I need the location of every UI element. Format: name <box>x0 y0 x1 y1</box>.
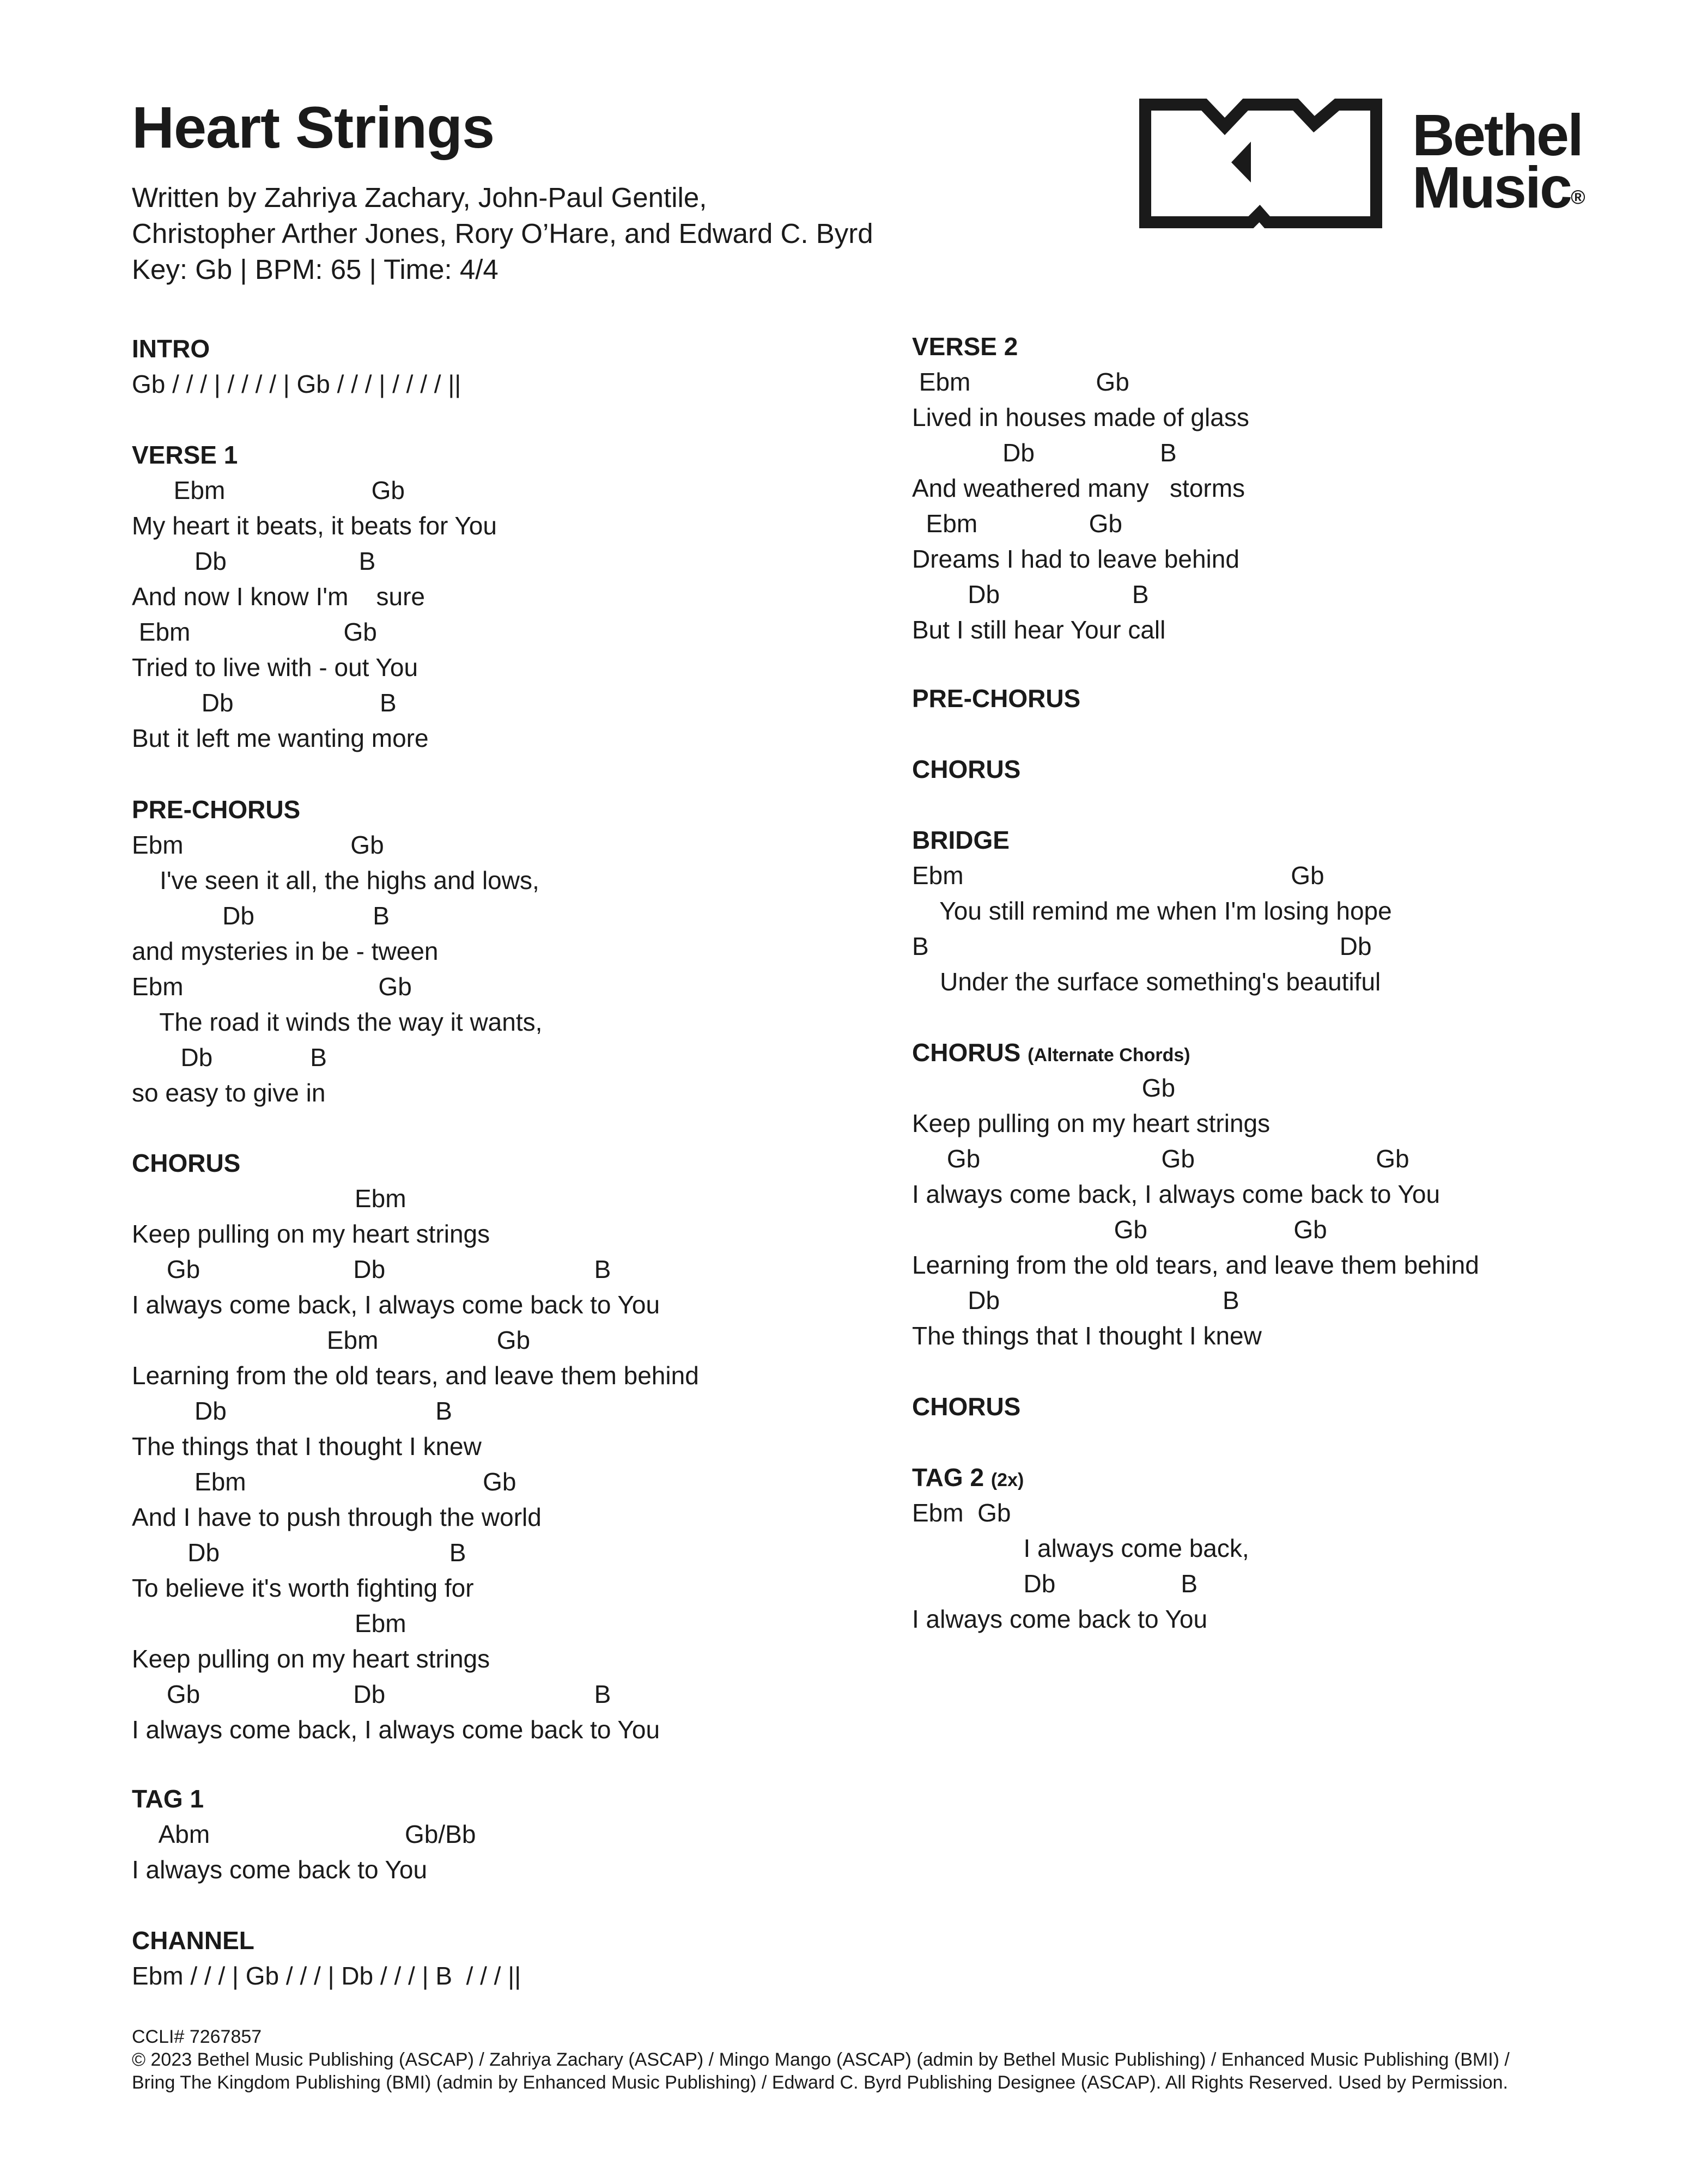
section-title: TAG 2 (2x) <box>912 1463 1024 1492</box>
chord-line: Db B <box>132 1397 452 1425</box>
section-pre-chorus-repeat <box>912 681 1080 716</box>
chord-line: Ebm Gb <box>132 476 405 504</box>
lyric-line: I always come back, <box>912 1534 1249 1562</box>
chord-line: Db B <box>912 1286 1239 1314</box>
section-title: INTRO <box>132 334 210 363</box>
lyric-line: Lived in houses made of glass <box>912 403 1249 431</box>
section-tag-2 <box>912 1460 1249 1637</box>
chord-line: Ebm Gb <box>912 509 1122 538</box>
lyric-line: My heart it beats, it beats for You <box>132 512 497 540</box>
bethel-music-logo-icon <box>1139 98 1389 232</box>
section-title: PRE-CHORUS <box>132 795 301 824</box>
ccli-number: CCLI# 7267857 <box>132 2026 262 2047</box>
chord-line: Ebm / / / | Gb / / / | Db / / / | B / / / || <box>132 1962 521 1990</box>
section-chorus-alternate <box>912 1035 1479 1354</box>
section-title: TAG 1 <box>132 1785 204 1813</box>
section-channel <box>132 1923 521 1994</box>
lyric-line: I always come back to You <box>132 1855 428 1884</box>
lyric-line: Keep pulling on my heart strings <box>132 1645 490 1673</box>
lyric-line: Keep pulling on my heart strings <box>912 1109 1271 1137</box>
lyric-line: Dreams I had to leave behind <box>912 545 1239 573</box>
lyric-line: Under the surface something's beautiful <box>912 967 1381 996</box>
chord-line: Gb Gb Gb <box>912 1145 1409 1173</box>
lyric-line: Tried to live with - out You <box>132 653 418 681</box>
section-title: CHORUS (Alternate Chords) <box>912 1038 1190 1067</box>
section-title: CHANNEL <box>132 1926 254 1955</box>
chord-line: Ebm <box>132 1609 406 1638</box>
chord-line: Ebm Gb <box>912 368 1129 396</box>
lyric-line: But I still hear Your call <box>912 616 1166 644</box>
chord-line: Gb / / / | / / / / | Gb / / / | / / / / || <box>132 370 461 398</box>
section-verse-2 <box>912 329 1249 648</box>
chord-line: Abm Gb/Bb <box>132 1820 476 1848</box>
section-verse-1 <box>132 437 497 756</box>
lyric-line: Keep pulling on my heart strings <box>132 1220 490 1248</box>
section-title: PRE-CHORUS <box>912 684 1081 713</box>
section-bridge <box>912 823 1392 1000</box>
chord-line: Ebm Gb <box>132 972 412 1001</box>
song-meta <box>132 180 873 288</box>
chord-line: Db B <box>132 547 376 575</box>
section-intro <box>132 331 461 402</box>
chord-line: B Db <box>912 932 1372 960</box>
registered-mark: ® <box>1571 186 1585 208</box>
section-title: BRIDGE <box>912 826 1010 854</box>
copyright-footer <box>132 2025 1510 2094</box>
section-title: VERSE 1 <box>132 441 238 469</box>
chord-line: Gb <box>912 1074 1176 1102</box>
lyric-line: The things that I thought I knew <box>912 1322 1262 1350</box>
lyric-line: so easy to give in <box>132 1079 326 1107</box>
chord-line: Db B <box>912 1569 1198 1598</box>
lyric-line: Learning from the old tears, and leave them behind <box>912 1251 1479 1279</box>
lyric-line: I've seen it all, the highs and lows, <box>132 866 539 894</box>
chord-line: Gb Db B <box>132 1680 611 1708</box>
chord-line: Ebm <box>132 1184 406 1213</box>
section-chorus-final <box>912 1389 1020 1425</box>
section-chorus-repeat <box>912 752 1020 787</box>
lyric-line: To believe it's worth fighting for <box>132 1574 474 1602</box>
lyric-line: and mysteries in be - tween <box>132 937 439 965</box>
chord-line: Ebm Gb <box>912 1499 1011 1527</box>
chord-line: Db B <box>132 902 390 930</box>
section-note: (2x) <box>990 1470 1024 1490</box>
chord-line: Ebm Gb <box>132 618 377 646</box>
chord-line: Db B <box>132 689 397 717</box>
chord-line: Db B <box>912 580 1149 608</box>
lyric-line: I always come back, I always come back to You <box>132 1715 660 1744</box>
chord-line: Db B <box>132 1538 466 1567</box>
lyric-line: The road it winds the way it wants, <box>132 1008 543 1036</box>
lyric-line: Learning from the old tears, and leave them behind <box>132 1361 699 1390</box>
song-title: Heart Strings <box>132 94 495 160</box>
section-title: CHORUS <box>912 755 1021 783</box>
key-bpm-time: Key: Gb | BPM: 65 | Time: 4/4 <box>132 254 499 285</box>
bethel-music-logo <box>1412 102 1585 220</box>
chord-line: Ebm Gb <box>132 1468 516 1496</box>
logo-text-line-2: Music® <box>1412 154 1585 220</box>
lyric-line: You still remind me when I'm losing hope <box>912 897 1392 925</box>
lyric-line: And I have to push through the world <box>132 1503 542 1531</box>
writers-line-1: Written by Zahriya Zachary, John-Paul Gentile, <box>132 182 707 213</box>
chord-line: Gb Gb <box>912 1215 1327 1244</box>
copyright-line-2: Bring The Kingdom Publishing (BMI) (admin by Enhanced Music Publishing) / Edward C. Byrd Publishing Designee (ASCAP). All Rights Reserved. Used by Permission. <box>132 2072 1508 2093</box>
section-title: CHORUS <box>132 1149 241 1177</box>
lyric-line: I always come back to You <box>912 1605 1208 1633</box>
chord-line: Db B <box>912 439 1177 467</box>
chord-line: Gb Db B <box>132 1255 611 1283</box>
section-title: VERSE 2 <box>912 332 1018 361</box>
chord-line: Ebm Gb <box>912 861 1324 890</box>
section-chorus <box>132 1146 699 1748</box>
lyric-line: I always come back, I always come back to You <box>912 1180 1440 1208</box>
section-tag-1 <box>132 1781 476 1888</box>
chord-line: Ebm Gb <box>132 1326 531 1354</box>
logo-text-line-1: Bethel <box>1412 102 1583 168</box>
lyric-line: I always come back, I always come back to You <box>132 1291 660 1319</box>
lyric-line: And weathered many storms <box>912 474 1245 502</box>
chord-line: Db B <box>132 1043 327 1072</box>
writers-line-2: Christopher Arther Jones, Rory O’Hare, and Edward C. Byrd <box>132 218 873 249</box>
lyric-line: But it left me wanting more <box>132 724 429 752</box>
section-note: (Alternate Chords) <box>1028 1045 1190 1066</box>
section-title: CHORUS <box>912 1392 1021 1421</box>
copyright-line-1: © 2023 Bethel Music Publishing (ASCAP) / Zahriya Zachary (ASCAP) / Mingo Mango (ASCAP) (admin by Bethel Music Publishing) / Enhanced Music Publishing (BMI) / <box>132 2049 1510 2070</box>
lyric-line: The things that I thought I knew <box>132 1432 482 1460</box>
chord-line: Ebm Gb <box>132 831 384 859</box>
section-pre-chorus <box>132 792 542 1111</box>
lyric-line: And now I know I'm sure <box>132 582 426 611</box>
